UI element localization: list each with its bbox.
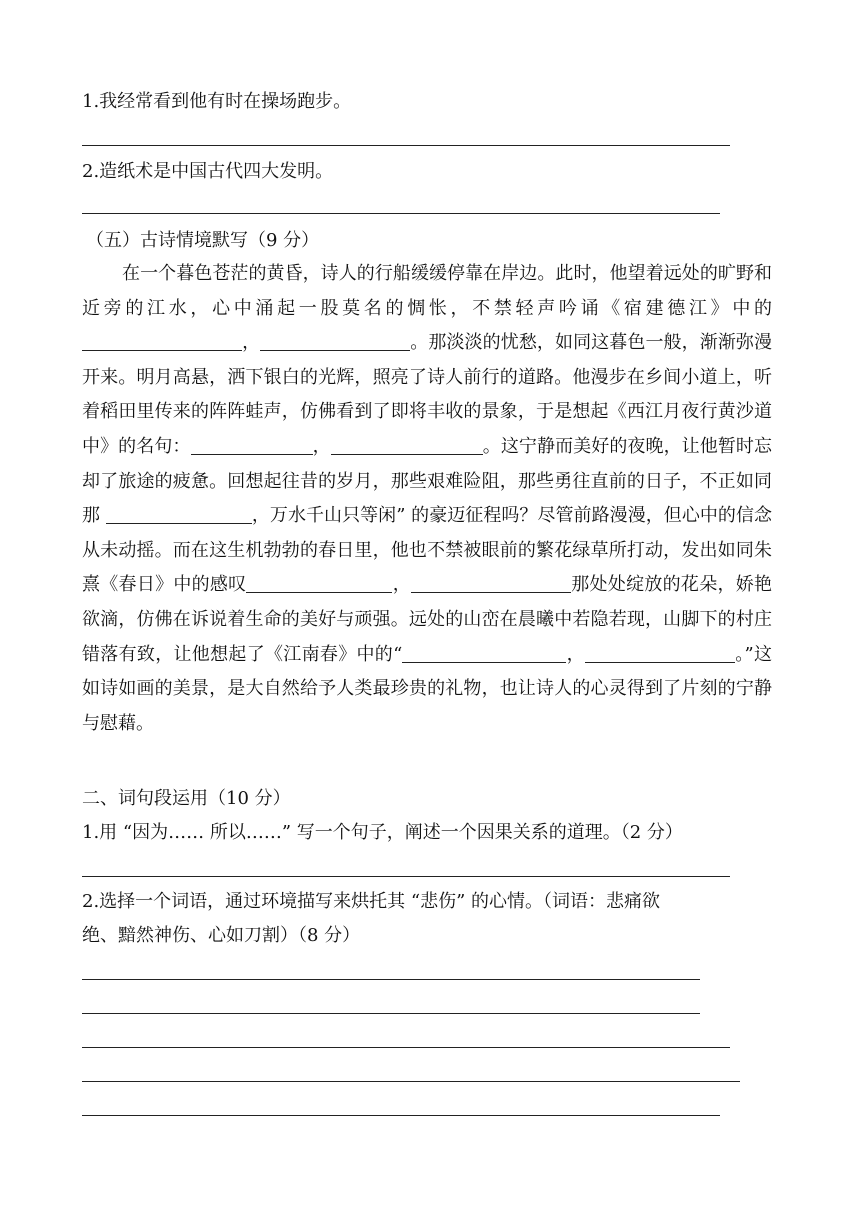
poem-context-paragraph bbox=[82, 257, 772, 741]
section-5-heading: （五）古诗情境默写（9 分） bbox=[86, 230, 320, 251]
part-2-question-2-line-1: 2.选择一个词语，通过环境描写来烘托其 “悲伤” 的心情。（词语：悲痛欲 bbox=[82, 891, 661, 912]
answer-line-1[interactable] bbox=[82, 145, 730, 146]
blank-5[interactable] bbox=[106, 503, 252, 524]
comma-3: ， bbox=[392, 574, 412, 596]
poem-text-4: ，万水千山只等闲” 的豪迈征程吗？尽管前路漫漫，但心中的信念从未动摇。而在这生机勃勃的春日里，他也不禁被眼前的繁花绿草所打动，发出如同朱熹《春日》中的感叹 bbox=[82, 505, 772, 596]
blank-4[interactable] bbox=[331, 434, 483, 455]
answer-line-q2-3[interactable] bbox=[82, 1047, 730, 1048]
comma-2: ， bbox=[312, 435, 331, 457]
sentence-item-1: 1.我经常看到他有时在操场跑步。 bbox=[82, 91, 352, 112]
answer-line-q2-1[interactable] bbox=[82, 979, 700, 980]
answer-line-q1[interactable] bbox=[82, 876, 730, 877]
blank-8[interactable] bbox=[402, 642, 566, 663]
poem-text-6: 。”这如诗如画的美景，是大自然给予人类最珍贵的礼物，也让诗人的心灵得到了片刻的宁静与慰藉。 bbox=[82, 643, 773, 734]
answer-line-q2-4[interactable] bbox=[82, 1081, 740, 1082]
blank-3[interactable] bbox=[191, 434, 313, 455]
part-2-heading: 二、词句段运用（10 分） bbox=[82, 788, 291, 809]
comma-1: ， bbox=[242, 332, 261, 354]
blank-2[interactable] bbox=[260, 330, 410, 351]
answer-line-q2-2[interactable] bbox=[82, 1013, 700, 1014]
blank-7[interactable] bbox=[411, 572, 571, 593]
blank-6[interactable] bbox=[246, 572, 392, 593]
blank-9[interactable] bbox=[585, 642, 735, 663]
part-2-question-2-line-2: 绝、黯然神伤、心如刀割）（8 分） bbox=[82, 925, 361, 946]
part-2-question-1: 1.用 “因为…… 所以……” 写一个句子，阐述一个因果关系的道理。（2 分） bbox=[82, 822, 683, 843]
poem-text-2: 。那淡淡的忧愁，如同这暮色一般，渐渐弥漫开来。明月高悬，洒下银白的光辉，照亮了诗人前行的道路。他漫步在乡间小道上，听着稻田里传来的阵阵蛙声，仿佛看到了即将丰收的景象，于是想起《西江月夜行黄沙道中》的名句： bbox=[82, 332, 773, 457]
poem-text-1: 在一个暮色苍茫的黄昏，诗人的行船缓缓停靠在岸边。此时，他望着远处的旷野和近旁的江水，心中涌起一股莫名的惆怅，不禁轻声吟诵《宿建德江》中的 bbox=[82, 263, 772, 319]
blank-1[interactable] bbox=[82, 330, 242, 351]
answer-line-2[interactable] bbox=[82, 213, 720, 214]
poem-text-3: 。这宁静而美好的夜晚，让他暂时忘却了旅途的疲惫。回想起往昔的岁月，那些艰难险阻，那些勇往直前的日子，不正如同那 bbox=[82, 435, 773, 527]
answer-line-q2-5[interactable] bbox=[82, 1115, 720, 1116]
poem-text-5: 那处处绽放的花朵，娇艳欲滴，仿佛在诉说着生命的美好与顽强。远处的山峦在晨曦中若隐若现，山脚下的村庄错落有致，让他想起了《江南春》中的“ bbox=[82, 574, 773, 665]
sentence-item-2: 2.造纸术是中国古代四大发明。 bbox=[82, 161, 334, 182]
comma-4: ， bbox=[566, 643, 585, 665]
